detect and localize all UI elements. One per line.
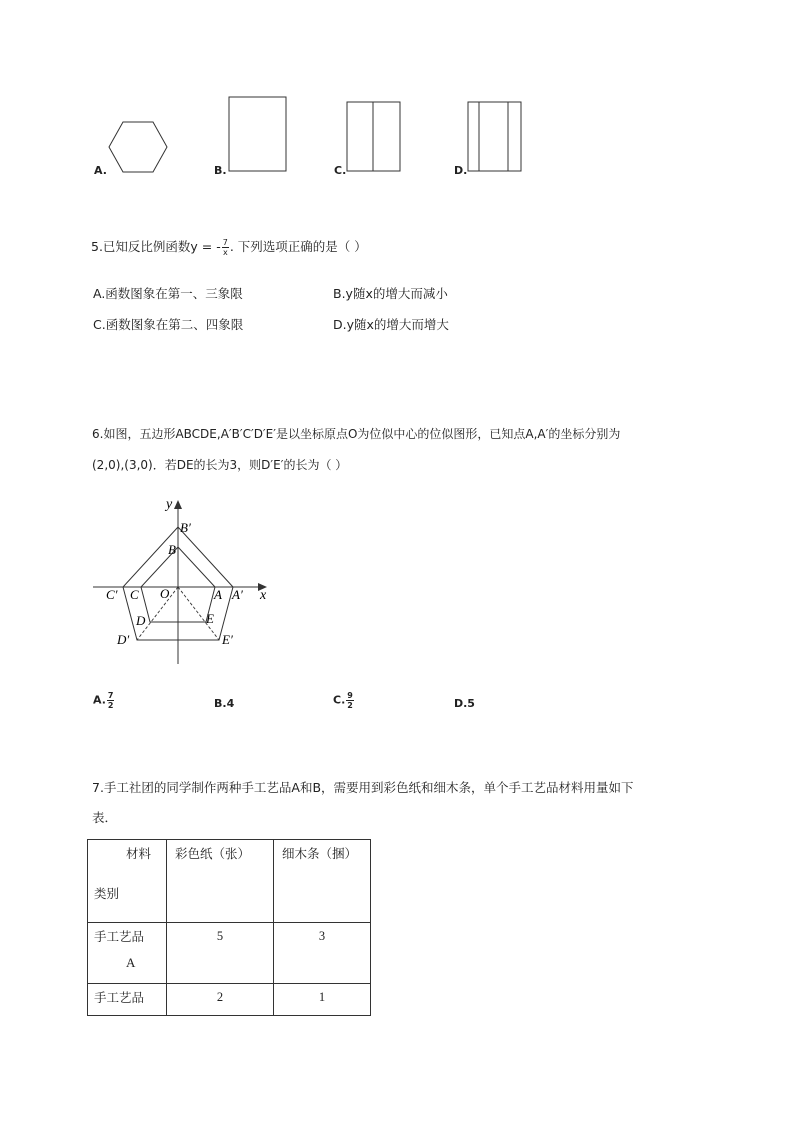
q5-option-b: B.y随x的增大而减小 (333, 286, 448, 301)
q6-option-a-letter: A. (93, 693, 106, 707)
rectangle-figure (228, 96, 288, 173)
rectangle-two-dividers-figure (467, 101, 523, 173)
label-b: B (168, 542, 176, 557)
row-cell-wood: 1 (274, 984, 371, 1016)
q6-option-a-fraction (107, 691, 115, 710)
q7-stem-line1: 7.手工社团的同学制作两种手工艺品A和B，需要用到彩色纸和细木条，单个手工艺品材料用量如下 (92, 780, 634, 795)
q4-option-d: D. (454, 164, 468, 177)
q6-option-a-den: 2 (107, 701, 114, 710)
row-cell-wood: 3 (274, 923, 371, 984)
y-axis-arrow (174, 500, 182, 509)
row-label-line1: 手工艺品 (94, 929, 145, 944)
q5-stem-start: 5.已知反比例函数y = - (91, 239, 221, 254)
q6-stem-line2: (2,0),(3,0)．若DE的长为3，则D′E′的长为（ ） (92, 458, 348, 472)
label-x: x (260, 588, 267, 603)
row-cell-paper: 2 (167, 984, 274, 1016)
q5-stem-end: . 下列选项正确的是（ ） (229, 239, 367, 254)
table-header-row (88, 840, 371, 923)
q6-figure (90, 492, 280, 667)
corner-material: 材料 (126, 846, 152, 861)
label-c-prime: C′ (106, 587, 118, 602)
q4-option-a: A. (94, 164, 107, 177)
q5-frac-num: 7 (222, 238, 228, 247)
materials-table (87, 839, 371, 1016)
row-label-cell (88, 923, 167, 984)
label-c: C (130, 587, 139, 602)
q5-stem (91, 237, 367, 257)
q6-option-c-letter: C. (333, 693, 346, 707)
label-d-prime: D′ (117, 632, 130, 647)
row-label-line1: 手工艺品 (94, 990, 145, 1005)
row-label-line2: A (126, 955, 136, 970)
row-label-cell (88, 984, 167, 1016)
rectangle-one-divider-figure (346, 101, 402, 173)
q5-option-d: D.y随x的增大而增大 (333, 317, 449, 332)
label-e: E (206, 611, 214, 626)
label-a: A (214, 587, 222, 602)
table-row (88, 984, 371, 1016)
label-d: D (136, 613, 146, 628)
q4-option-c: C. (334, 164, 347, 177)
q6-option-b: B.4 (214, 697, 235, 710)
row-cell-paper: 5 (167, 923, 274, 984)
q6-option-c-den: 2 (347, 701, 353, 710)
label-e-prime: E′ (222, 632, 233, 647)
label-o: O (160, 586, 170, 601)
table-corner-cell (88, 840, 167, 923)
label-b-prime: B′ (180, 520, 191, 535)
table-row (88, 923, 371, 984)
q6-option-a (93, 691, 115, 710)
q5-fraction (222, 238, 229, 257)
header-wood-strips: 细木条（捆） (274, 840, 371, 923)
q5-option-a: A.函数图象在第一、三象限 (93, 286, 243, 301)
q5-option-c: C.函数图象在第二、四象限 (93, 317, 244, 332)
label-y: y (166, 497, 173, 512)
q6-option-c (333, 691, 355, 710)
q6-option-a-num: 7 (107, 691, 114, 700)
hexagon-figure (107, 120, 169, 176)
corner-category: 类别 (94, 886, 120, 901)
q6-option-c-num: 9 (347, 691, 353, 700)
q6-option-c-fraction (346, 691, 354, 710)
header-colored-paper: 彩色纸（张） (167, 840, 274, 923)
label-a-prime: A′ (232, 587, 243, 602)
q7-stem-line2: 表． (92, 810, 118, 825)
q5-frac-den: x (222, 248, 228, 257)
q6-option-d: D.5 (454, 697, 475, 710)
q4-option-b: B. (214, 164, 227, 177)
q6-stem-line1: 6.如图，五边形ABCDE,A′B′C′D′E′是以坐标原点O为位似中心的位似图形，已知点A,A′的坐标分别为 (92, 427, 621, 441)
